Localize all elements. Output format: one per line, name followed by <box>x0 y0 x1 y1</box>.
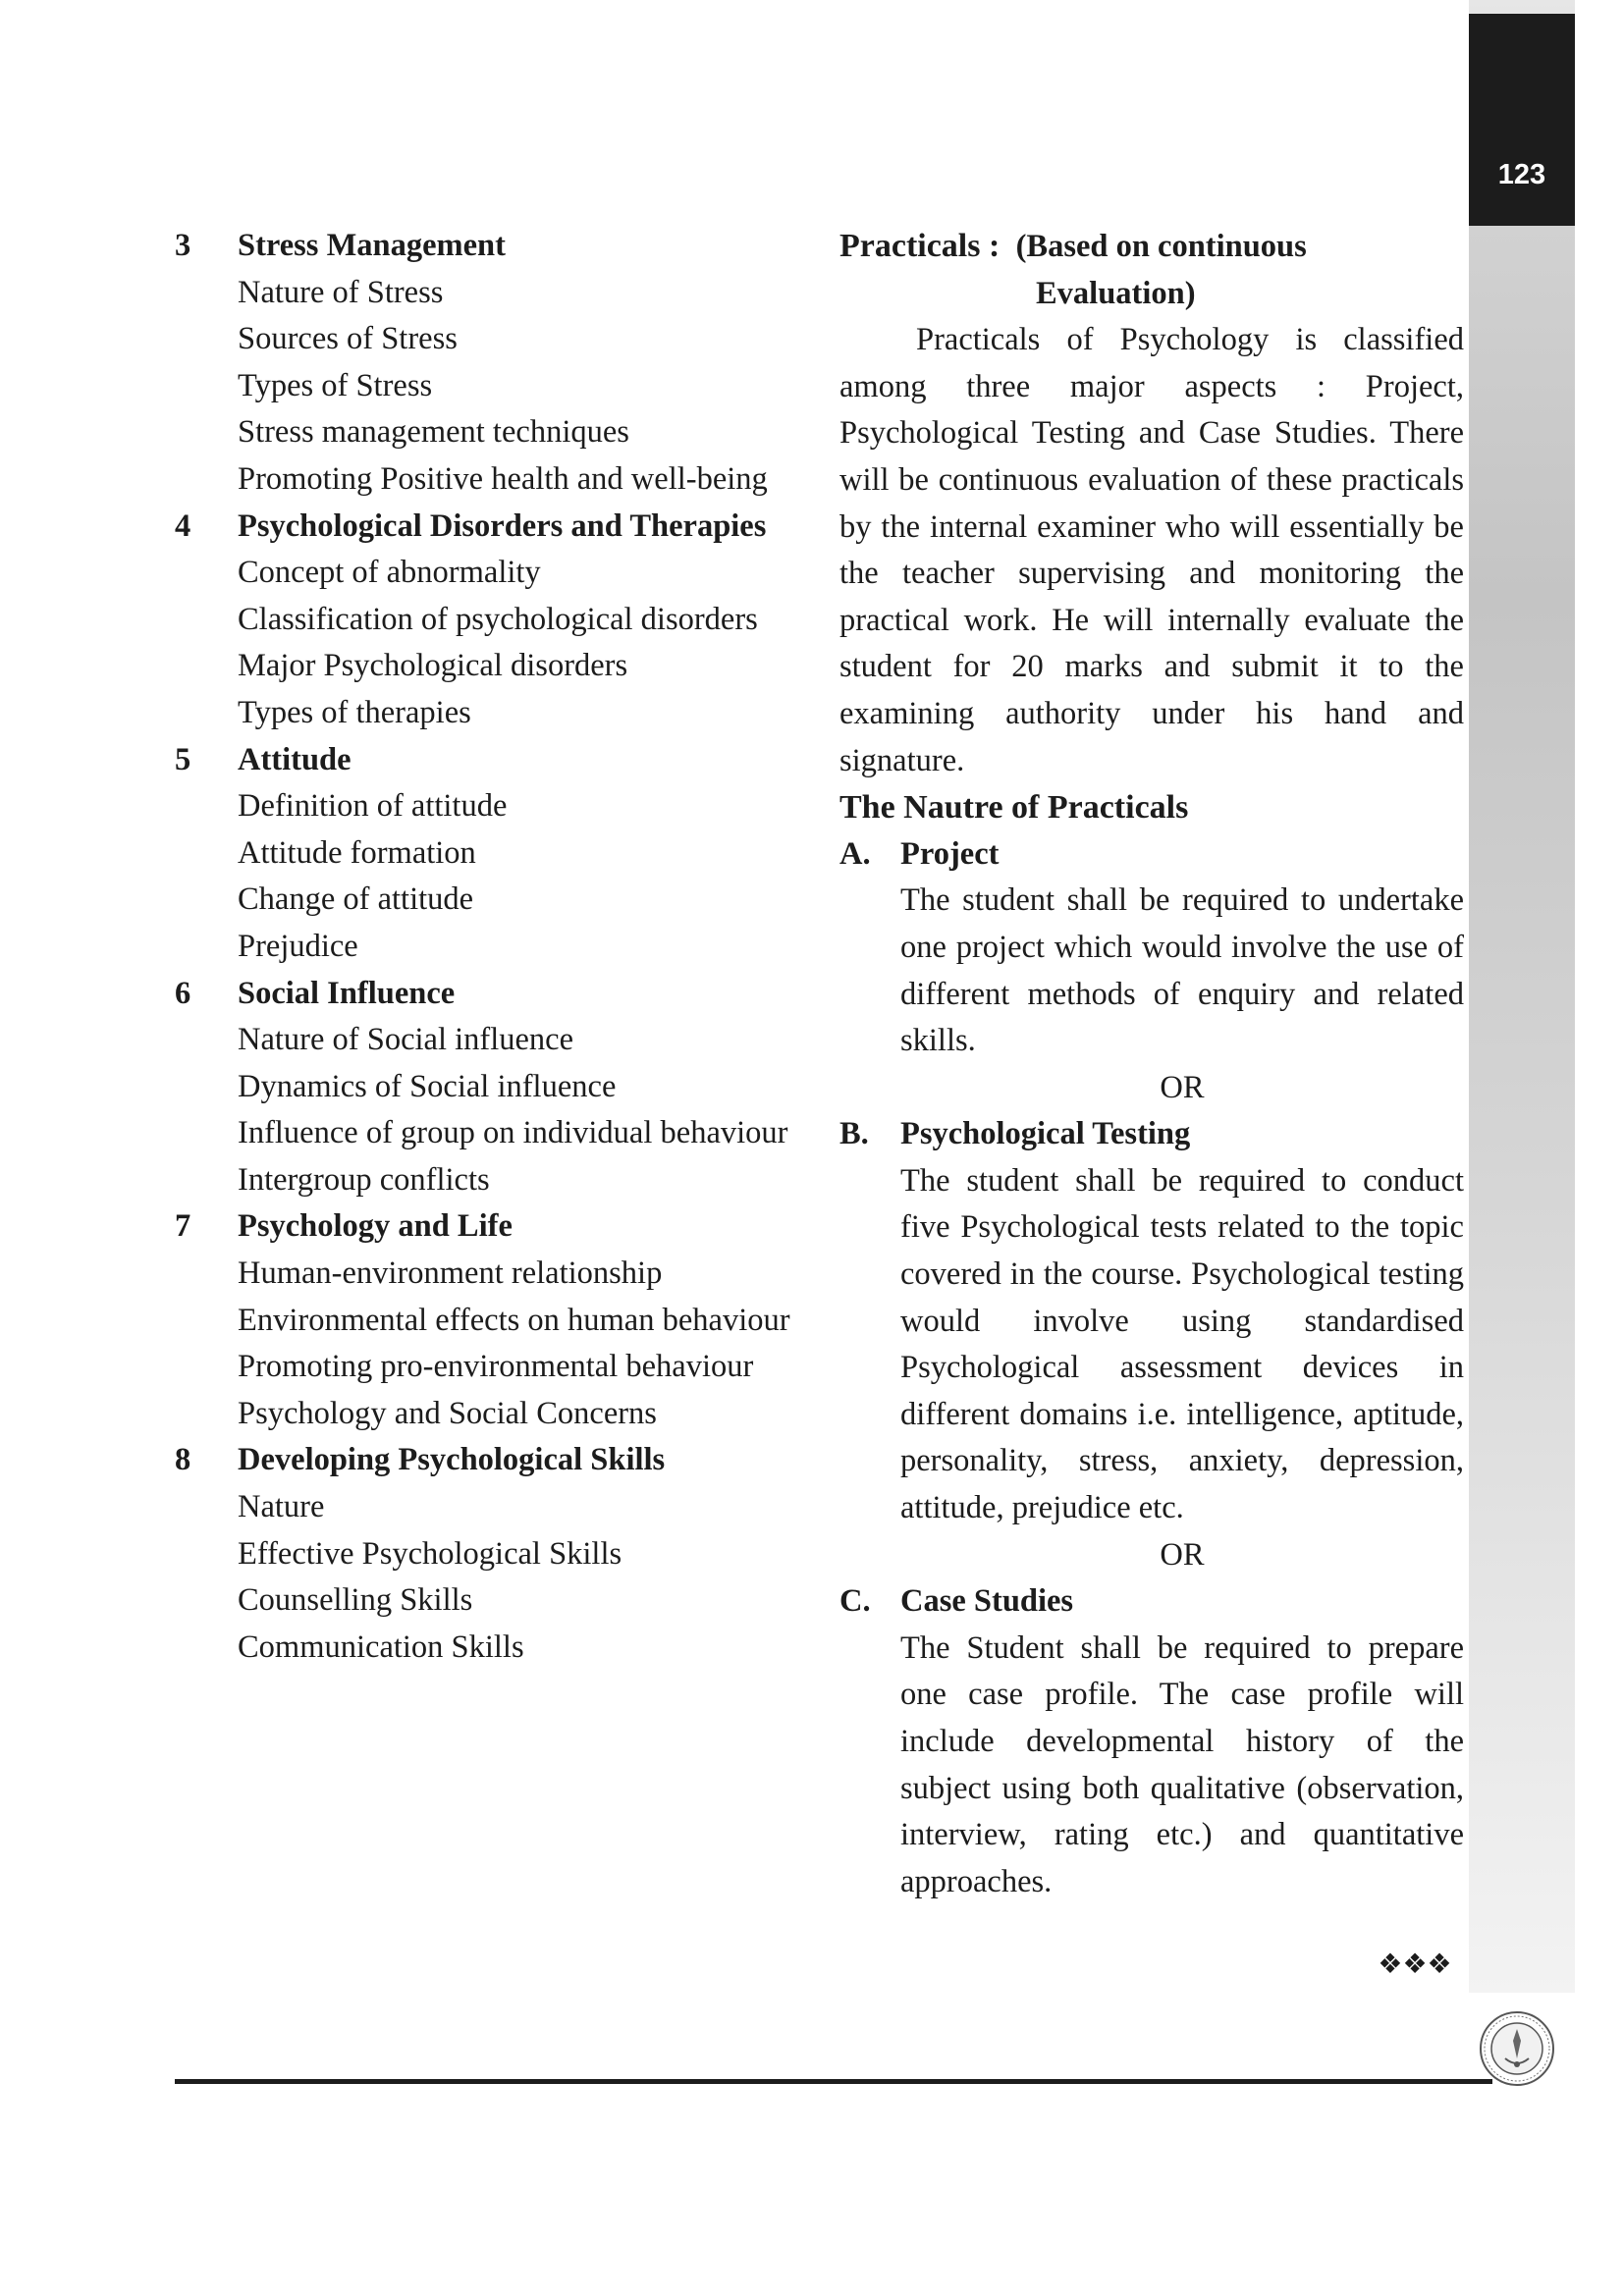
unit-title: Attitude <box>238 741 352 777</box>
practicals-column <box>839 223 1464 1905</box>
unit-heading <box>175 1203 803 1251</box>
item-letter: B. <box>839 1116 869 1152</box>
practicals-note-1: (Based on continuous <box>1015 229 1307 264</box>
unit-topic: Change of attitude <box>238 881 474 918</box>
end-ornament: ❖❖❖ <box>1378 1949 1452 1980</box>
unit-title: Social Influence <box>238 975 456 1011</box>
unit-topic: Types of Stress <box>238 367 433 403</box>
unit-topic: Promoting pro-environmental behaviour <box>238 1349 754 1385</box>
side-gradient-band <box>1469 0 1575 1993</box>
unit-number: 3 <box>175 228 191 263</box>
item-letter: C. <box>839 1583 871 1620</box>
unit-topic: Sources of Stress <box>238 321 458 357</box>
unit-topic: Types of therapies <box>238 694 471 730</box>
practicals-label: Practicals : <box>839 228 1001 264</box>
practicals-heading <box>839 223 1464 317</box>
unit-title: Psychology and Life <box>238 1208 513 1245</box>
or-separator: OR <box>1160 1069 1205 1105</box>
practical-item-a-text: The student shall be required to undertake one project which would involve the use of different methods of enquiry and related skills. <box>900 882 1464 1059</box>
footer-rule <box>175 2079 1492 2084</box>
item-letter: A. <box>839 835 871 872</box>
unit-heading <box>175 504 803 551</box>
unit-topic: Nature of Stress <box>238 274 444 310</box>
unit-topic: Nature of Social influence <box>238 1022 574 1058</box>
item-title: Case Studies <box>900 1583 1074 1620</box>
unit-topic: Influence of group on individual behaviour <box>238 1115 788 1151</box>
unit-number: 7 <box>175 1208 191 1245</box>
unit-topic: Promoting Positive health and well-being <box>238 460 768 497</box>
practicals-heading-line <box>839 223 1464 271</box>
unit-topic: Psychology and Social Concerns <box>238 1395 657 1431</box>
unit-number: 4 <box>175 507 191 544</box>
unit-title: Developing Psychological Skills <box>238 1442 666 1478</box>
unit-heading <box>175 971 803 1018</box>
practical-item-b-text: The student shall be required to conduct five Psychological tests related to the topic covered in the course. Psychological testing would involve using standardised Psychological assessment devices in different domains i.e. intelligence, aptitude, personality, stress, anxiety, depression, attitude, prejudice etc. <box>900 1162 1464 1526</box>
unit-topic: Prejudice <box>238 928 358 964</box>
unit-topic: Major Psychological disorders <box>238 648 628 684</box>
unit-title: Stress Management <box>238 228 506 263</box>
practical-item-c-heading <box>839 1578 1464 1626</box>
unit-number: 5 <box>175 741 191 777</box>
unit-number: 8 <box>175 1442 191 1478</box>
syllabus-units-column <box>175 223 803 1671</box>
unit-topic: Human-environment relationship <box>238 1255 663 1292</box>
unit-topic: Definition of attitude <box>238 788 508 825</box>
unit-topic: Communication Skills <box>238 1629 524 1665</box>
unit-topic: Environmental effects on human behaviour <box>238 1302 790 1338</box>
unit-topic: Stress management techniques <box>238 414 629 451</box>
unit-number: 6 <box>175 975 191 1011</box>
unit-heading <box>175 737 803 784</box>
emblem-seal-icon <box>1478 2009 1556 2088</box>
unit-topic: Effective Psychological Skills <box>238 1535 622 1572</box>
or-separator: OR <box>1160 1536 1205 1573</box>
unit-heading <box>175 223 803 270</box>
unit-topic: Classification of psychological disorders <box>238 601 758 637</box>
unit-topic: Counselling Skills <box>238 1582 473 1619</box>
nature-of-practicals-title: The Nautre of Practicals <box>839 789 1189 827</box>
practical-item-b-heading <box>839 1111 1464 1158</box>
item-title: Psychological Testing <box>900 1116 1191 1152</box>
unit-topic: Concept of abnormality <box>238 555 541 591</box>
item-title: Project <box>900 835 1000 872</box>
practicals-intro-paragraph: Practicals of Psychology is classified among three major aspects : Project, Psychological Testing and Case Studies. There will be continuous evaluation of these practicals by the internal examiner who will essentially be the teacher supervising and monitoring the practical work. He will internally evaluate the student for 20 marks and submit it to the examining authority under his hand and signature. <box>839 322 1464 778</box>
unit-topic: Nature <box>238 1489 325 1525</box>
practical-item-c-text: The Student shall be required to prepare one case profile. The case profile will include developmental history of the subject using both qualitative (observation, interview, rating etc.) and quantitative approaches. <box>900 1629 1464 1899</box>
page-number: 123 <box>1497 159 1546 190</box>
units-list <box>175 223 803 1671</box>
unit-title: Psychological Disorders and Therapies <box>238 507 767 544</box>
practical-item-a-heading <box>839 831 1464 879</box>
practicals-note-2: Evaluation) <box>1036 275 1196 311</box>
unit-heading <box>175 1437 803 1484</box>
unit-topic: Attitude formation <box>238 834 476 871</box>
unit-topic: Dynamics of Social influence <box>238 1068 617 1104</box>
unit-topic: Intergroup conflicts <box>238 1161 490 1198</box>
